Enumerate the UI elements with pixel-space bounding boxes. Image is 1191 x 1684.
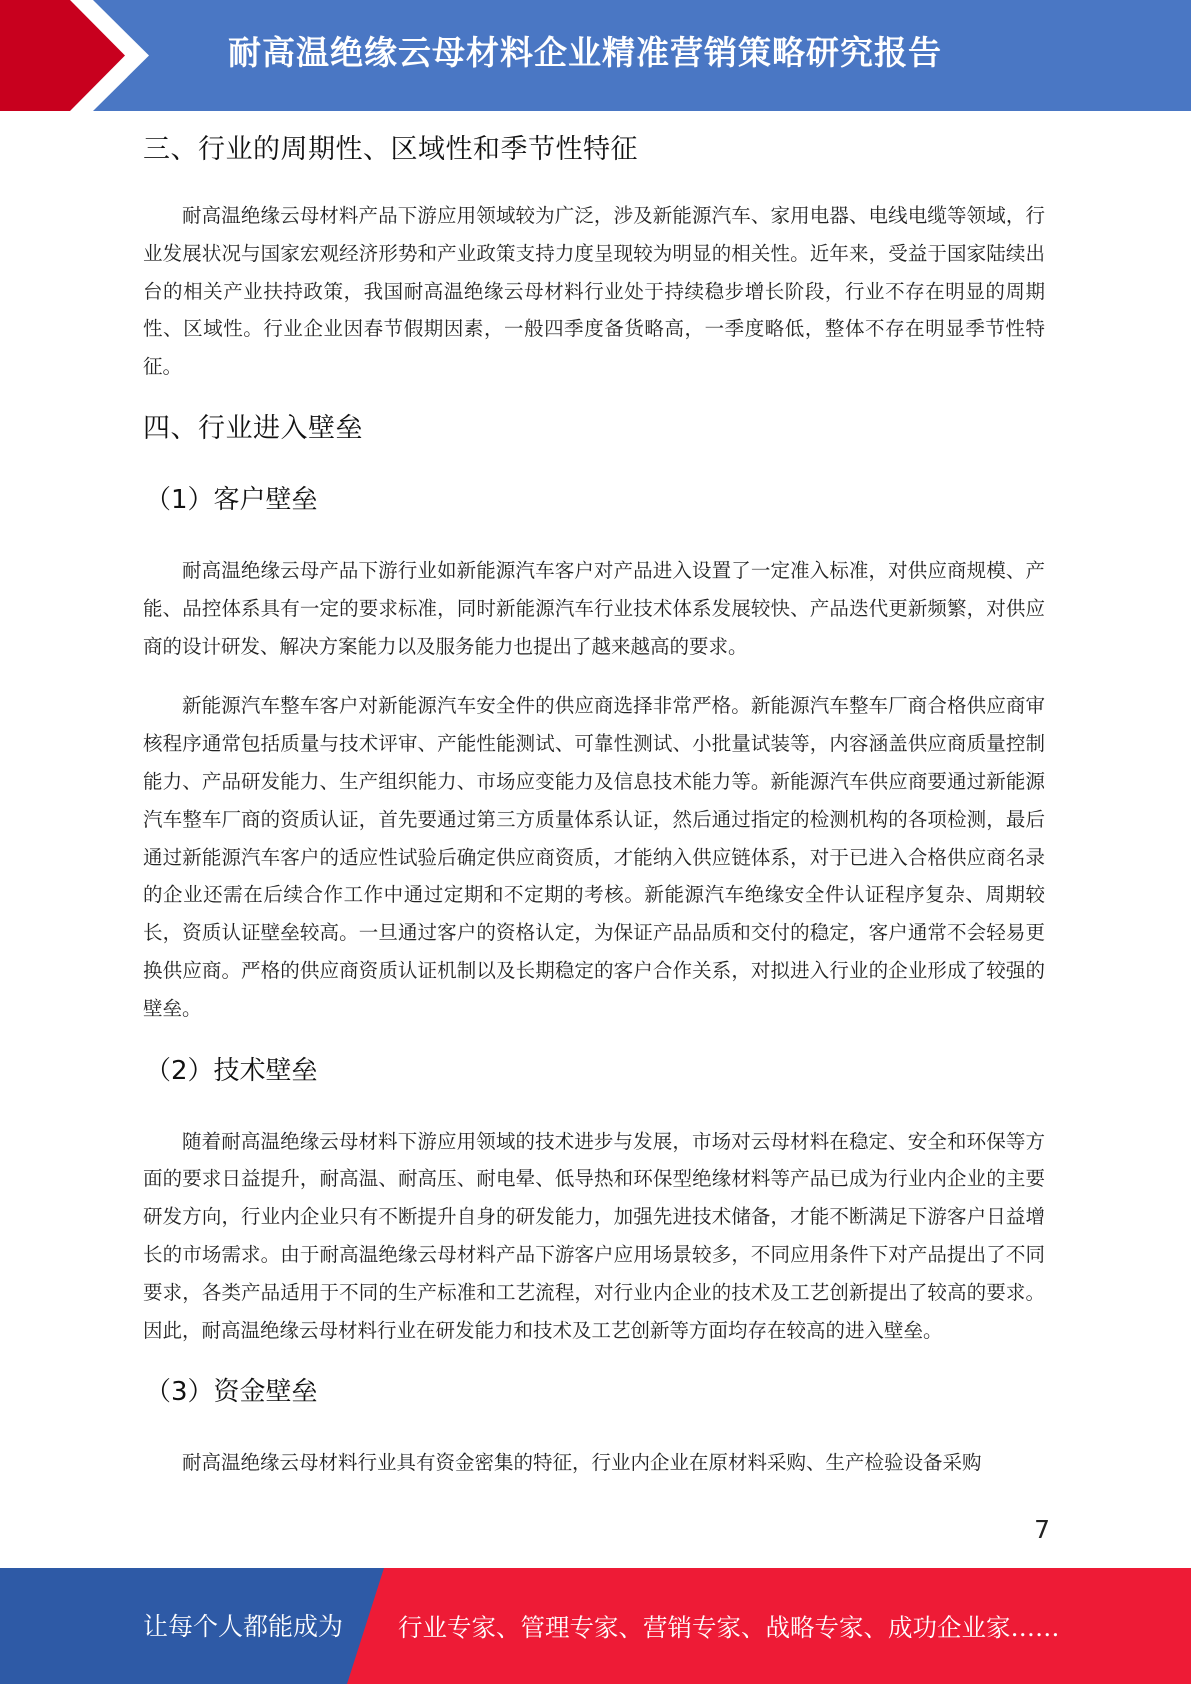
footer-slogan-right: 行业专家、管理专家、营销专家、战略专家、成功企业家…… [398,1613,1060,1642]
document-body [143,128,1045,1482]
section-heading-3: 三、行业的周期性、区域性和季节性特征 [143,134,638,165]
header-title: 耐高温绝缘云母材料企业精准营销策略研究报告 [228,33,942,72]
section-heading-4: 四、行业进入壁垒 [143,412,363,444]
page-number: 7 [1034,1515,1050,1544]
subsection-heading-customer-barrier: （1）客户壁垒 [145,484,318,515]
customer-barrier-paragraph-1: 耐高温绝缘云母产品下游行业如新能源汽车客户对产品进入设置了一定准入标准，对供应商规模、产能、品控体系具有一定的要求标准，同时新能源汽车行业技术体系发展较快、产品迭代更新频繁，对供应商的设计研发、解决方案能力以及服务能力也提出了越来越高的要求。 [143,558,1045,658]
subsection-heading-technology-barrier: （2）技术壁垒 [145,1055,318,1086]
subsection-heading-capital-barrier: （3）资金壁垒 [145,1377,318,1408]
section-3-paragraph: 耐高温绝缘云母材料产品下游应用领域较为广泛，涉及新能源汽车、家用电器、电线电缆等领域，行业发展状况与国家宏观经济形势和产业政策支持力度呈现较为明显的相关性。近年来，受益于国家陆续出台的相关产业扶持政策，我国耐高温绝缘云母材料行业处于持续稳步增长阶段，行业不存在明显的周期性、区域性。行业企业因春节假期因素，一般四季度备货略高，一季度略低，整体不存在明显季节性特征。 [143,204,1045,379]
footer-banner [0,1568,1191,1684]
customer-barrier-paragraph-2: 新能源汽车整车客户对新能源汽车安全件的供应商选择非常严格。新能源汽车整车厂商合格供应商审核程序通常包括质量与技术评审、产能性能测试、可靠性测试、小批量试装等，内容涵盖供应商质量控制能力、产品研发能力、生产组织能力、市场应变能力及信息技术能力等。新能源汽车供应商要通过新能源汽车整车厂商的资质认证，首先要通过第三方质量体系认证，然后通过指定的检测机构的各项检测，最后通过新能源汽车客户的适应性试验后确定供应商资质，才能纳入供应链体系，对于已进入合格供应商名录的企业还需在后续合作工作中通过定期和不定期的考核。新能源汽车绝缘安全件认证程序复杂、周期较长，资质认证壁垒较高。一旦通过客户的资格认定，为保证产品品质和交付的稳定，客户通常不会轻易更换供应商。严格的供应商资质认证机制以及长期稳定的客户合作关系，对拟进入行业的企业形成了较强的壁垒。 [143,694,1045,1020]
red-chevron-icon [0,0,160,111]
technology-barrier-paragraph: 随着耐高温绝缘云母材料下游应用领域的技术进步与发展，市场对云母材料在稳定、安全和环保等方面的要求日益提升，耐高温、耐高压、耐电晕、低导热和环保型绝缘材料等产品已成为行业内企业的主要研发方向，行业内企业只有不断提升自身的研发能力，加强先进技术储备，才能不断满足下游客户日益增长的市场需求。由于耐高温绝缘云母材料产品下游客户应用场景较多，不同应用条件下对产品提出了不同要求，各类产品适用于不同的生产标准和工艺流程，对行业内企业的技术及工艺创新提出了较高的要求。因此，耐高温绝缘云母材料行业在研发能力和技术及工艺创新等方面均存在较高的进入壁垒。 [143,1129,1045,1342]
capital-barrier-paragraph: 耐高温绝缘云母材料行业具有资金密集的特征，行业内企业在原材料采购、生产检验设备采购 [182,1451,982,1475]
header-banner [0,0,1191,111]
footer-slogan-left: 让每个人都能成为 [143,1612,344,1641]
